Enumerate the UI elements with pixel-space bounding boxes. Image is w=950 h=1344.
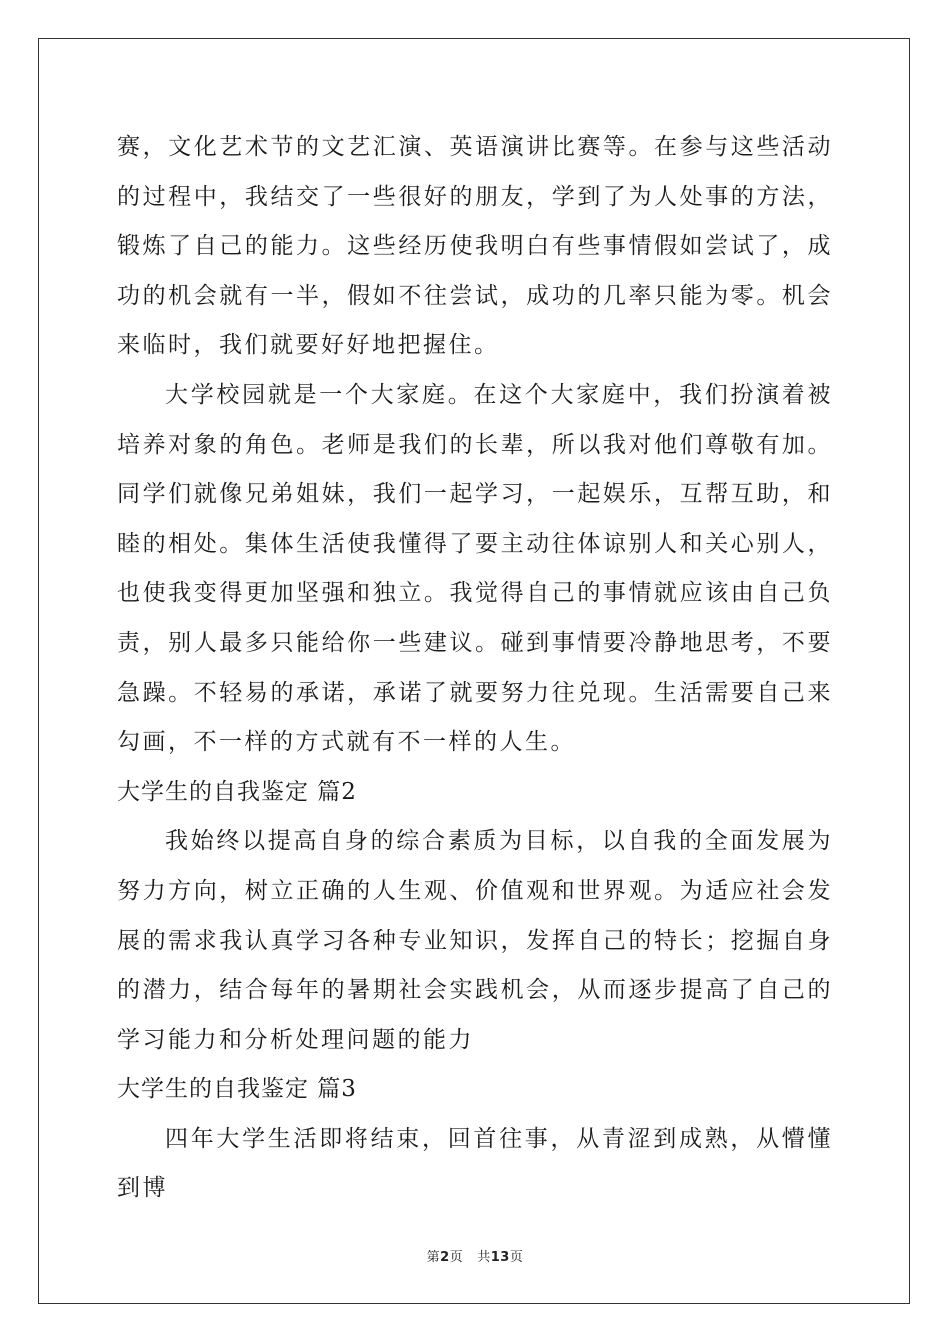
total-prefix: 共 xyxy=(477,1250,491,1265)
paragraph-continuation: 赛，文化艺术节的文艺汇演、英语演讲比赛等。在参与这些活动的过程中，我结交了一些很好的朋友，学到了为人处事的方法，锻炼了自己的能力。这些经历使我明白有些事情假如尝试了，成功的机会就有一半，假如不往尝试，成功的几率只能为零。机会来临时，我们就要好好地把握住。 xyxy=(117,134,833,359)
current-page-number: 2 xyxy=(440,1250,450,1265)
page-suffix: 页 xyxy=(449,1250,464,1265)
paragraph-self-improvement: 我始终以提高自身的综合素质为目标，以自我的全面发展为努力方向，树立正确的人生观、价值观和世界观。为适应社会发展的需求我认真学习各种专业知识，发挥自己的特长；挖掘自身的潜力，结合每年的暑期社会实践机会，从而逐步提高了自己的学习能力和分析处理问题的能力 xyxy=(117,828,833,1053)
total-page-count: 13 xyxy=(490,1250,510,1265)
page-footer xyxy=(0,1246,950,1265)
total-suffix: 页 xyxy=(509,1250,524,1265)
section-heading-part-2: 大学生的自我鉴定 篇2 xyxy=(117,778,357,805)
paragraph-campus-family: 大学校园就是一个大家庭。在这个大家庭中，我们扮演着被培养对象的角色。老师是我们的长辈，所以我对他们尊敬有加。同学们就像兄弟姐妹，我们一起学习，一起娱乐，互帮互助，和睦的相处。集体生活使我懂得了要主动往体谅别人和关心别人，也使我变得更加坚强和独立。我觉得自己的事情就应该由自己负责，别人最多只能给你一些建议。碰到事情要冷静地思考，不要急躁。不轻易的承诺，承诺了就要努力往兑现。生活需要自己来勾画，不一样的方式就有不一样的人生。 xyxy=(117,381,833,756)
document-body xyxy=(117,123,833,1214)
paragraph-four-years: 四年大学生活即将结束，回首往事，从青涩到成熟，从懵懂到博 xyxy=(117,1125,833,1202)
page-prefix: 第 xyxy=(426,1250,441,1265)
section-heading-part-3: 大学生的自我鉴定 篇3 xyxy=(117,1076,357,1103)
